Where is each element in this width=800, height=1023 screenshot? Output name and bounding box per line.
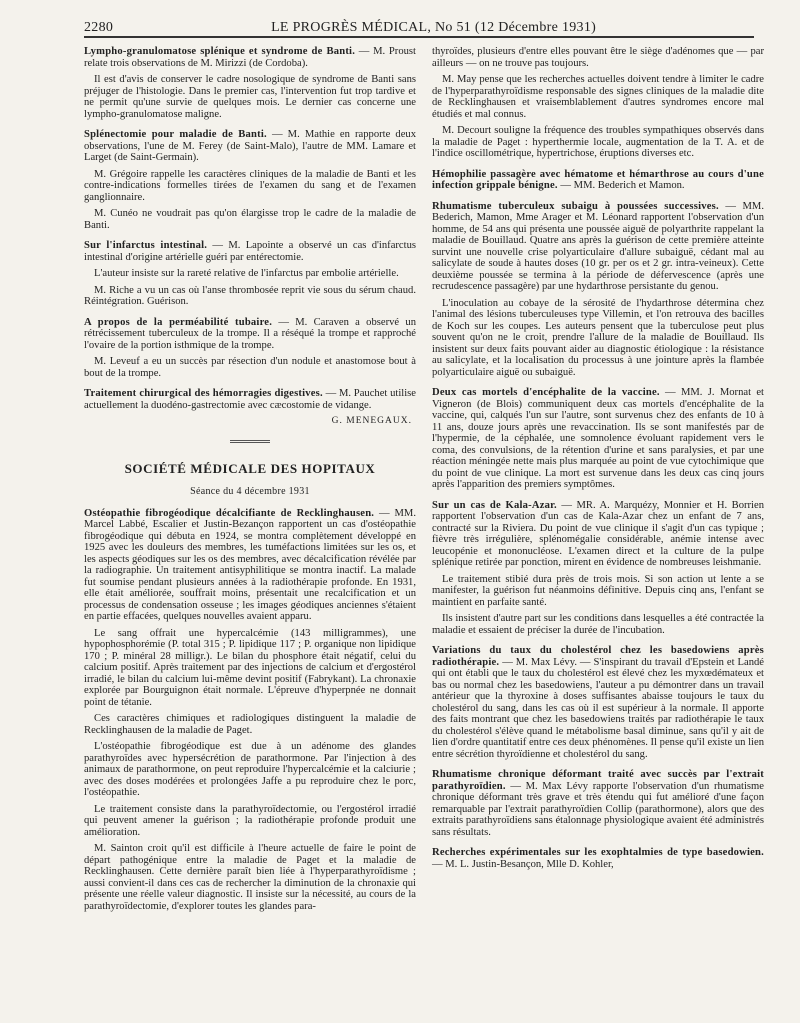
paragraph-text: — MM. J. Mornat et Vigneron (de Blois) communiquent deux cas mortels d'encéphalite de la vaccine, qui, calqués l'un sur l'autre, sont survenus chez des enfants de 10 à 11 ans, douze jours après une revaccination. Ils se sont manifestés par de l'hypermie, de la céphalée, une somnolence évoluant rapidement vers le coma, des convulsions, de la rétention d'urine et sans paralysies, et par une réaction méningée nette mais plus marquée au point de vue cytochimique que du point de vue clinique. La mort est survenue dans les deux cas cinq jours après l'apparition des premiers symptômes. [432,387,764,490]
article-heading: Deux cas mortels d'encéphalite de la vaccine. [432,387,660,398]
paragraph: M. Leveuf a eu un succès par résection d'un nodule et anastomose bout à bout de la trompe. [84,356,416,379]
paragraph-text: — M. Max Lévy. — S'inspirant du travail d'Epstein et Landé qui ont établi que le taux du cholestérol est élevé chez les myxœdémateux et bas ou normal chez les basedowiens, l'auteur a pu démontrer dans un travail antérieur que la thyroxine à doses suffisantes abaisse toujours le taux du cholestérol du sang, dans les cas où il est supérieur à la normale. Il apporte des faits montrant que chez les basedowiens traités par radiothérapie le taux du cholestérol s'élève quand le métabolisme basal diminue, sans qu'il y ait de lien d'ordre quantitatif entre ces deux phénomènes. Il pense qu'il existe un lien entre sécrétion thyroïdienne et cholestérol du sang. [432,656,764,760]
paragraph: L'inoculation au cobaye de la sérosité de l'hydarthrose détermina chez l'animal des lésions tuberculeuses type Villemin, et l'on retrouva des bacilles de Koch sur les coupes. Les auteurs pensent que la tuberculose peut plus souvent qu'on ne le croit, prendre l'allure de la maladie de Bouillaud. Ils insistent sur deux faits pouvant aider au diagnostic étiologique : la résistance au salicylate, et la localisation du processus à une jointure après la flambée polyarticulaire aiguë ou subaiguë. [432,297,764,378]
paragraph: M. Grégoire rappelle les caractères cliniques de la maladie de Banti et les contre-indications formelles tirées de l'examen du sang et de l'examen ganglionnaire. [84,168,416,203]
paragraph: Le sang offrait une hypercalcémie (143 milligrammes), une hypophosphorémie (P. total 315 ; P. lipidique 117 ; P. organique non lipidique 170 ; P. minéral 28 milligr.). Le bilan du phosphore était négatif, celui du calcium positif. Après traitement par des injections de calcium et d'ergostérol irradié, le bilan du calcium lui-même devint positif (Fabrykant). La chronaxie explorée par Bourguignon était normale. L'épreuve d'hyperpnée ne donnait point de tétanie. [84,627,416,708]
session-date: Séance du 4 décembre 1931 [190,486,310,497]
paragraph-text: — M. Proust relate trois observations de M. Mirizzi (de Cordoba). [84,46,416,69]
page-number: 2280 [84,20,114,35]
article-heading: Sur l'infarctus intestinal. [84,240,208,251]
left-column [84,46,416,917]
paragraph [432,387,764,491]
paragraph-text: — M. Mathie en rapporte deux observations, l'une de M. Ferey (de Saint-Malo), l'autre de MM. Lamare et Larget (de Saint-Germain). [84,129,416,163]
article-heading: Lympho-granulomatose splénique et syndrome de Banti. [84,46,356,57]
paragraph [432,645,764,760]
paragraph: M. Decourt souligne la fréquence des troubles sympathiques observés dans la maladie de Paget : hyperthermie locale, augmentation de la T. A. et de l'indice oscillométrique, hypertrichose, éruptions diverses etc. [432,125,764,159]
paragraph: M. Cunéo ne voudrait pas qu'on élargisse trop le cadre de la maladie de Banti. [84,208,416,231]
paragraph: Le traitement stibié dura près de trois mois. Si son action ut lente a se manifester, la guérison fut néanmoins définitive. Depuis cinq ans, l'enfant se maintient en parfaite santé. [432,573,764,608]
paragraph: M. May pense que les recherches actuelles doivent tendre à limiter le cadre de l'hyperparathyroïdisme responsable des signes cliniques de la maladie dite de Recklinghausen et vraisemblablement d'autres syndromes encore mal étudiés et mal connus. [432,74,764,120]
section-title: SOCIÉTÉ MÉDICALE DES HOPITAUX [124,460,376,476]
paragraph [432,847,764,870]
paragraph-text: — M. Lapointe a observé un cas d'infarctus intestinal d'origine artérielle guéri par entérectomie. [84,240,416,263]
paragraph [84,388,416,411]
paragraph [432,769,764,838]
right-column [432,46,764,875]
paragraph: M. Riche a vu un cas où l'anse thrombosée reprit vie sous du sérum chaud. Réintégration. Guérison. [84,284,416,307]
article-heading: Traitement chirurgical des hémorragies digestives. [84,388,323,399]
article-heading: Ostéopathie fibrogéodique décalcifiante de Recklinghausen. [84,507,375,519]
paragraph: L'auteur insiste sur la rareté relative de l'infarctus par embolie artérielle. [94,268,399,279]
paragraph [84,240,416,263]
paragraph-text: — MM. Bederich et Mamon. [560,180,685,191]
paragraph-text: — MM. Marcel Labbé, Escalier et Justin-Bezançon rapportent un cas d'ostéopathie fibrogéodique qui débuta en 1924, se montra complètement développé en 1925 avec les douleurs des membres, les tuméfactions limitées sur les os, et les aspects géodiques sur les os des membres, avec décalcification révélée par la radiographie. Un traitement antisyphilitique se montra inactif. La malade fut soumise pendant plusieurs années à la radiothérapie profonde. En 1931, elle était améliorée, souffrait moins, présentait une recalcification et un processus de condensation osseuse ; les images géodiques anciennes s'étaient en partie effacées, quelques nouvelles avaient apparu. [84,507,416,622]
section-divider [230,440,270,443]
article-heading: Recherches expérimentales sur les exophtalmies de type basedowien. [432,847,764,858]
paragraph: Il est d'avis de conserver le cadre nosologique de syndrome de Banti sans préjuger de l'histologie. Dans le premier cas, l'intervention fut trop tardive et ne permit qu'une survie de quelques mois. Le dernier cas concerne une lympho-granulomatose maligne. [84,74,416,120]
paragraph: Ils insistent d'autre part sur les conditions dans lesquelles a été contractée la maladie et essaient de préciser la durée de l'incubation. [432,613,764,636]
page-header [84,14,754,38]
article-heading: Variations du taux du cholestérol chez les basedowiens après radiothérapie. [432,645,764,668]
paragraph: Le traitement consiste dans la parathyroïdectomie, ou l'ergostérol irradié qui peuvent amener la guérison ; la radiothérapie profonde produit une amélioration. [84,803,416,838]
paragraph [84,129,416,164]
paragraph [84,317,416,352]
paragraph-text: — MR. A. Marquézy, Monnier et H. Borrien rapportent l'observation d'un cas de Kala-Azar chez un enfant de 7 ans, contracté sur la Riviera. Du point de vue clinique il s'agit d'un cas typique ; fièvre très irrégulière, splénomégalie considérable, anémie intense avec leucopénie et mononucléose. L'examen direct et la culture de la pulpe splénique retirée par ponction, mirent en évidence de nombreuses leishmanie. [432,499,764,568]
article-heading: Rhumatisme tuberculeux subaigu à poussées successives. [432,200,719,212]
signature: G. MENEGAUX. [331,416,412,426]
paragraph-text: — MM. Bederich, Mamon, Mme Arager et M. Léonard rapportent l'observation d'un homme, de 54 ans qui présenta une poussée aiguë de polyarthrite rappelant la maladie de Bouillaud. Quatre ans après la guérison de cette première atteinte survint une nouvelle crise polyarticulaire d'allure subaiguë, cédant mal au salicylate de soude à hautes doses (10 gr. per os et 2 gr. intra-veineux). Cette deuxième poussée se termina à la période de défervescence (après une recrudescence passagère) par une hydarthrose persistante du genou. [432,200,764,292]
paragraph [432,201,764,293]
article-heading: A propos de la perméabilité tubaire. [84,316,273,328]
paragraph: Ces caractères chimiques et radiologiques distinguent la maladie de Recklinghausen de la maladie de Paget. [84,713,416,736]
paragraph-text: — M. L. Justin-Besançon, Mlle D. Kohler, [432,858,614,870]
paragraph: thyroïdes, plusieurs d'entre elles pouvant être le siège d'adénomes que — par ailleurs — on ne trouve pas toujours. [432,46,764,69]
paragraph-text: — M. Pauchet utilise actuellement la duodéno-gastrectomie avec cæcostomie de vidange. [84,388,416,411]
paragraph-text: — M. Caraven a observé un rétrécissement tuberculeux de la trompe. Il a réséqué la trompe et rapproché l'ovaire de la portion isthmique de la trompe. [84,316,416,351]
article-heading: Rhumatisme chronique déformant traité avec succès par l'extrait parathyroïdien. [432,769,764,792]
paragraph-text: — M. Max Lévy rapporte l'observation d'un rhumatisme chronique déformant très grave et très étendu qui fut amélioré d'une façon remarquable par l'extrait parathyroïdien Collip (parathormone), alors que des extraits parathyroïdiens sans étalonnage physiologique avaient été administrés sans résultats. [432,780,764,838]
paragraph [432,169,764,192]
paragraph: M. Sainton croit qu'il est difficile à l'heure actuelle de faire le point de départ pathogénique entre la maladie de Paget et la maladie de Recklinghausen. Cette dernière paraît bien liée à l'hyperparathyroïdisme ; aussi convient-il dans ces cas de rechercher la diminution de la chronaxie qui présente une réelle valeur diagnostic. Il insiste sur la nécessité, au cours de la parathyroïdectomie, d'explorer toutes les glandes para- [84,843,416,912]
paragraph [432,500,764,569]
journal-title: LE PROGRÈS MÉDICAL, No 51 (12 Décembre 1931) [271,20,597,35]
paragraph: L'ostéopathie fibrogéodique est due à un adénome des glandes parathyroïdes avec hypersécrétion de parathormone. Par l'injection à des animaux de parathormone, on peut reproduire l'hypercalcémie et la calciurie ; avec des doses modérées et prolongées Jaffe a pu reproduire chez le porc, l'ostéopathie. [84,741,416,798]
paragraph [84,46,416,69]
paragraph [84,508,416,623]
article-heading: Splénectomie pour maladie de Banti. [84,129,267,140]
article-heading: Hémophilie passagère avec hématome et hémarthrose au cours d'une infection grippale bénigne. [432,168,764,191]
article-heading: Sur un cas de Kala-Azar. [432,499,557,511]
